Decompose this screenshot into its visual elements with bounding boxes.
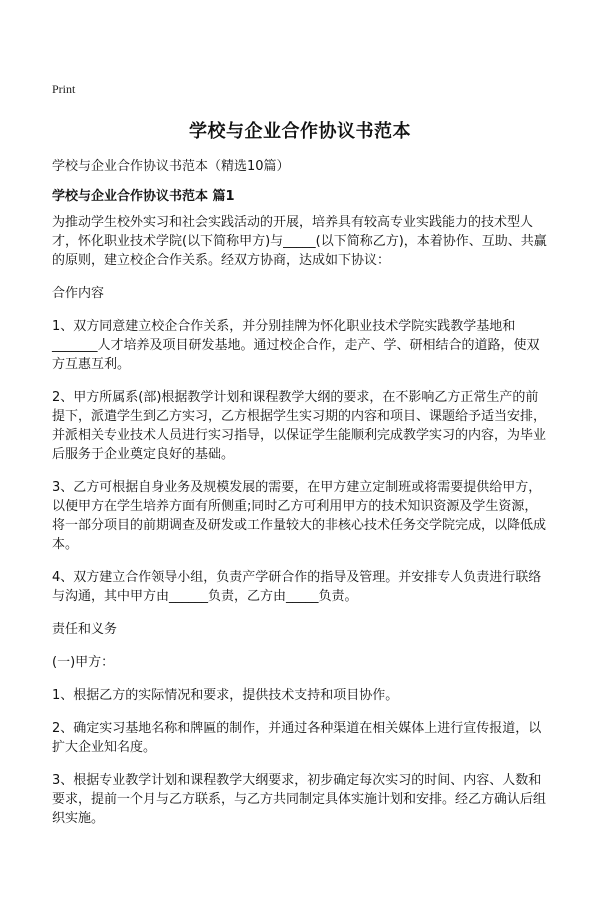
paragraph-item-3: 3、乙方可根据自身业务及规模发展的需要，在甲方建立定制班或将需要提供给甲方，以便甲方在学生培养方面有所侧重;同时乙方可利用甲方的技术知识资源及学生资源，将一部分项目的前期调查及研发或工作量较大的非核心技术任务交学院完成，以降低成本。 [52, 480, 547, 552]
paragraph-duty-1: 1、根据乙方的实际情况和要求，提供技术支持和项目协作。 [52, 688, 399, 703]
paragraph-item-4: 4、双方建立合作领导小组，负责产学研合作的指导及管理。并安排专人负责进行联络与沟通，其中甲方由______负责，乙方由_____负责。 [52, 570, 542, 604]
heading-cooperation-content: 合作内容 [52, 286, 105, 301]
heading-party-a: (一)甲方： [52, 655, 115, 670]
document-title: 学校与企业合作协议书范本 [189, 121, 411, 142]
document-body [52, 213, 548, 842]
heading-responsibilities: 责任和义务 [52, 622, 118, 637]
paragraph-item-2: 2、甲方所属系(部)根据教学计划和课程教学大纲的要求，在不影响乙方正常生产的前提下，派遣学生到乙方实习，乙方根据学生实习期的内容和项目、课题给予适当安排，并派相关专业技术人员进行实习指导，以保证学生能顺利完成教学实习的内容，为毕业后服务于企业奠定良好的基础。 [52, 390, 547, 462]
section-title: 学校与企业合作协议书范本 篇1 [52, 189, 235, 204]
paragraph-intro: 为推动学生校外实习和社会实践活动的开展，培养具有较高专业实践能力的技术型人才，怀化职业技术学院(以下简称甲方)与_____(以下简称乙方)，本着协作、互助、共赢的原则，建立校企合作关系。经双方协商，达成如下协议： [52, 215, 547, 268]
paragraph-duty-2: 2、确定实习基地名称和牌匾的制作，并通过各种渠道在相关媒体上进行宣传报道，以扩大企业知名度。 [52, 721, 542, 755]
document-subtitle: 学校与企业合作协议书范本（精选10篇） [52, 159, 290, 174]
print-label: Print [52, 82, 76, 96]
paragraph-duty-3: 3、根据专业教学计划和课程教学大纲要求，初步确定每次实习的时间、内容、人数和要求，提前一个月与乙方联系，与乙方共同制定具体实施计划和安排。经乙方确认后组织实施。 [52, 773, 547, 826]
paragraph-item-1: 1、双方同意建立校企合作关系，并分别挂牌为怀化职业技术学院实践教学基地和_______人才培养及项目研发基地。通过校企合作，走产、学、研相结合的道路，使双方互惠互利。 [52, 319, 540, 372]
